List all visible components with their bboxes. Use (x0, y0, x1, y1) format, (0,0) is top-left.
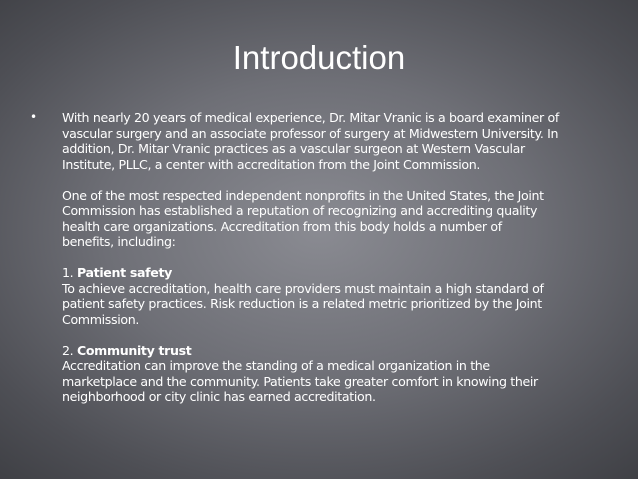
bullet-icon: • (30, 110, 37, 124)
benefit-number: 2. (62, 342, 74, 358)
intro-paragraph (62, 110, 618, 172)
benefit-number: 1. (62, 265, 74, 280)
benefit-heading: Community trust (76, 342, 192, 358)
text-line: addition, Dr. Mitar Vranic practices as a vascular surgeon at Western Vascular (62, 141, 525, 156)
benefit-patient-safety (62, 265, 618, 327)
text-line: vascular surgery and an associate professor of surgery at Midwestern University. In (62, 125, 559, 141)
text-line: neighborhood or city clinic has earned accreditation. (62, 389, 376, 404)
benefit-heading-line (62, 343, 618, 359)
text-line: Institute, PLLC, a center with accreditation from the Joint Commission. (62, 156, 481, 172)
joint-commission-paragraph (62, 188, 618, 250)
text-line: Commission has established a reputation of recognizing and accrediting quality (62, 203, 538, 218)
text-line: health care organizations. Accreditation from this body holds a number of (62, 218, 502, 234)
bullet-content (62, 110, 618, 405)
benefit-community-trust (62, 343, 618, 405)
text-line: With nearly 20 years of medical experience, Dr. Mitar Vranic is a board examiner of (62, 110, 559, 125)
text-line: patient safety practices. Risk reduction is a related metric prioritized by the Joint (62, 296, 542, 311)
slide-body (30, 110, 620, 405)
text-line: Accreditation can improve the standing of a medical organization in the (62, 358, 490, 373)
text-line: marketplace and the community. Patients take greater comfort in knowing their (62, 373, 538, 389)
text-line: Commission. (62, 311, 139, 327)
text-line: benefits, including: (62, 234, 176, 249)
benefit-heading: Patient safety (76, 265, 172, 280)
benefit-heading-line (62, 265, 618, 281)
text-line: To achieve accreditation, health care providers must maintain a high standard of (62, 280, 544, 296)
text-line: One of the most respected independent nonprofits in the United States, the Joint (62, 187, 544, 203)
slide-title: Introduction (232, 39, 406, 76)
